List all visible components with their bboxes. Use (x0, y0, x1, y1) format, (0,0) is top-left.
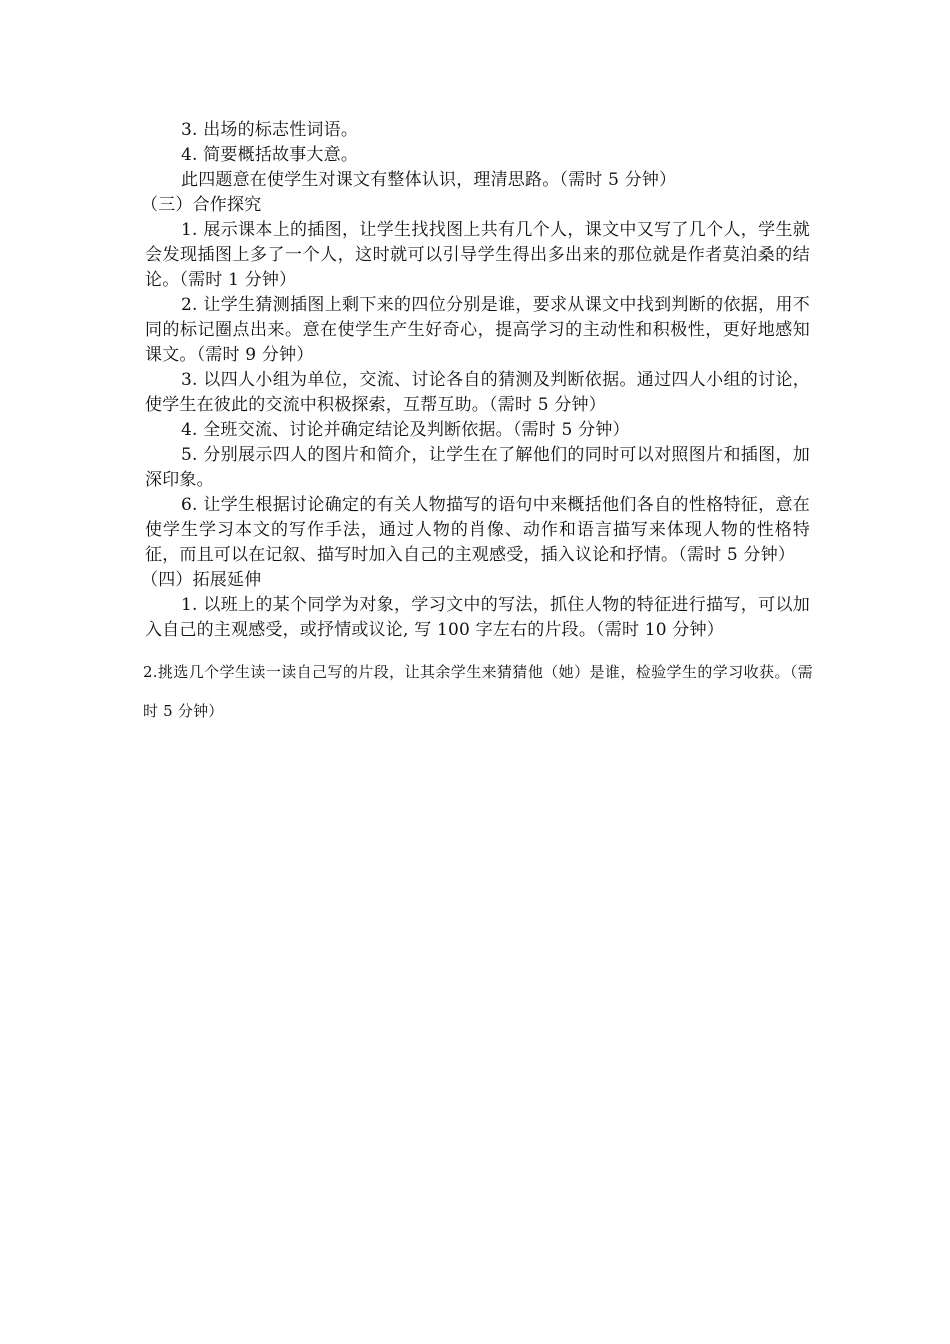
section3-paragraph-1: 1. 展示课本上的插图，让学生找找图上共有几个人，课文中又写了几个人，学生就会发现插图上多了一个人，这时就可以引导学生得出多出来的那位就是作者莫泊桑的结论。（需时 1 分钟） (145, 220, 810, 290)
section4-paragraph-1: 1. 以班上的某个同学为对象，学习文中的写法，抓住人物的特征进行描写，可以加入自己的主观感受，或抒情或议论, 写 100 字左右的片段。（需时 10 分钟） (145, 595, 810, 640)
section3-paragraph-3: 3. 以四人小组为单位，交流、讨论各自的猜测及判断依据。通过四人小组的讨论，使学生在彼此的交流中积极探索，互帮互助。（需时 5 分钟） (145, 370, 810, 415)
section3-paragraph-5: 5. 分别展示四人的图片和简介，让学生在了解他们的同时可以对照图片和插图，加深印象。 (145, 445, 810, 490)
section3-paragraph-6: 6. 让学生根据讨论确定的有关人物描写的语句中来概括他们各自的性格特征，意在使学生学习本文的写作手法，通过人物的肖像、动作和语言描写来体现人物的性格特征，而且可以在记叙、描写时加入自己的主观感受，插入议论和抒情。（需时 5 分钟） (145, 495, 810, 565)
document-body (141, 118, 813, 731)
section3-paragraph-4: 4. 全班交流、讨论并确定结论及判断依据。（需时 5 分钟） (181, 420, 630, 440)
list-item-4: 4. 简要概括故事大意。 (181, 145, 359, 165)
section-heading-4: （四）拓展延伸 (141, 570, 262, 590)
section3-paragraph-2: 2. 让学生猜测插图上剩下来的四位分别是谁，要求从课文中找到判断的依据，用不同的标记圈点出来。意在使学生产生好奇心，提高学习的主动性和积极性，更好地感知课文。（需时 9 分钟） (145, 295, 810, 365)
section4-paragraph-2: 2.挑选几个学生读一读自己写的片段，让其余学生来猜猜他（她）是谁，检验学生的学习收获。（需时 5 分钟） (143, 663, 813, 720)
section-heading-3: （三）合作探究 (141, 195, 262, 215)
list-item-3: 3. 出场的标志性词语。 (181, 120, 359, 140)
purpose-note: 此四题意在使学生对课文有整体认识，理清思路。（需时 5 分钟） (181, 170, 677, 190)
